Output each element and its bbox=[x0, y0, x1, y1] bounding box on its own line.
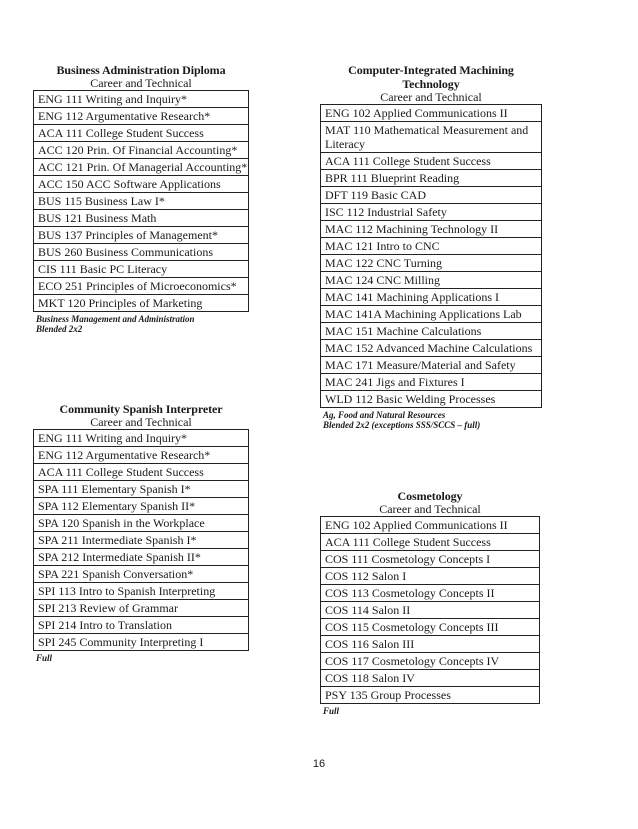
course-cell: MAC 121 Intro to CNC bbox=[321, 238, 542, 255]
course-row bbox=[34, 481, 249, 498]
course-row bbox=[34, 532, 249, 549]
course-row bbox=[34, 159, 249, 176]
course-cell: SPA 112 Elementary Spanish II* bbox=[34, 498, 249, 515]
course-cell: MAC 152 Advanced Machine Calculations bbox=[321, 340, 542, 357]
course-table bbox=[320, 516, 540, 704]
course-row bbox=[321, 221, 542, 238]
course-cell: ACC 150 ACC Software Applications bbox=[34, 176, 249, 193]
course-cell: COS 117 Cosmetology Concepts IV bbox=[321, 653, 540, 670]
section-title: Computer-Integrated Machining Technology bbox=[348, 63, 514, 91]
course-row bbox=[321, 653, 540, 670]
course-row bbox=[321, 374, 542, 391]
course-row bbox=[34, 600, 249, 617]
course-cell: WLD 112 Basic Welding Processes bbox=[321, 391, 542, 408]
course-row bbox=[321, 551, 540, 568]
course-cell: BPR 111 Blueprint Reading bbox=[321, 170, 542, 187]
course-cell: ENG 102 Applied Communications II bbox=[321, 517, 540, 534]
pathway-note bbox=[323, 410, 542, 430]
course-row bbox=[321, 122, 542, 153]
pathway-note bbox=[36, 653, 249, 663]
course-row bbox=[321, 534, 540, 551]
section-title: Community Spanish Interpreter bbox=[59, 402, 223, 416]
course-row bbox=[321, 255, 542, 272]
course-cell: BUS 121 Business Math bbox=[34, 210, 249, 227]
course-row bbox=[321, 568, 540, 585]
course-row bbox=[321, 105, 542, 122]
business-administration-section bbox=[33, 63, 249, 334]
course-cell: ACC 121 Prin. Of Managerial Accounting* bbox=[34, 159, 249, 176]
course-row bbox=[34, 227, 249, 244]
course-table bbox=[320, 104, 542, 408]
course-cell: MAC 124 CNC Milling bbox=[321, 272, 542, 289]
course-cell: SPI 213 Review of Grammar bbox=[34, 600, 249, 617]
course-row bbox=[34, 295, 249, 312]
course-cell: ENG 112 Argumentative Research* bbox=[34, 447, 249, 464]
course-row bbox=[321, 187, 542, 204]
course-row bbox=[321, 357, 542, 374]
course-cell: COS 118 Salon IV bbox=[321, 670, 540, 687]
course-row bbox=[321, 670, 540, 687]
course-cell: MKT 120 Principles of Marketing bbox=[34, 295, 249, 312]
course-cell: COS 112 Salon I bbox=[321, 568, 540, 585]
section-subtitle: Career and Technical bbox=[90, 76, 192, 90]
course-cell: CIS 111 Basic PC Literacy bbox=[34, 261, 249, 278]
course-row bbox=[34, 498, 249, 515]
course-cell: COS 111 Cosmetology Concepts I bbox=[321, 551, 540, 568]
course-row bbox=[321, 619, 540, 636]
course-cell: BUS 137 Principles of Management* bbox=[34, 227, 249, 244]
course-cell: PSY 135 Group Processes bbox=[321, 687, 540, 704]
course-cell: ACA 111 College Student Success bbox=[34, 125, 249, 142]
course-cell: SPA 212 Intermediate Spanish II* bbox=[34, 549, 249, 566]
course-row bbox=[321, 238, 542, 255]
course-cell: BUS 260 Business Communications bbox=[34, 244, 249, 261]
pathway-note-line: Business Management and Administration bbox=[36, 314, 195, 324]
course-row bbox=[321, 306, 542, 323]
course-row bbox=[34, 549, 249, 566]
course-cell: ENG 111 Writing and Inquiry* bbox=[34, 91, 249, 108]
course-cell: MAC 141A Machining Applications Lab bbox=[321, 306, 542, 323]
pathway-note-line: Blended 2x2 bbox=[36, 324, 83, 334]
community-spanish-interpreter-section bbox=[33, 402, 249, 663]
course-row bbox=[34, 108, 249, 125]
course-row bbox=[34, 566, 249, 583]
course-cell: SPA 211 Intermediate Spanish I* bbox=[34, 532, 249, 549]
course-row bbox=[34, 244, 249, 261]
pathway-note bbox=[36, 314, 249, 334]
course-row bbox=[34, 430, 249, 447]
course-row bbox=[321, 517, 540, 534]
course-cell: MAC 151 Machine Calculations bbox=[321, 323, 542, 340]
pathway-note-line: Blended 2x2 (exceptions SSS/SCCS – full) bbox=[323, 420, 481, 430]
pathway-note bbox=[323, 706, 540, 716]
course-cell: ACA 111 College Student Success bbox=[321, 153, 542, 170]
course-row bbox=[34, 91, 249, 108]
course-row bbox=[321, 272, 542, 289]
course-cell: ACC 120 Prin. Of Financial Accounting* bbox=[34, 142, 249, 159]
course-row bbox=[34, 634, 249, 651]
pathway-note-line: Full bbox=[36, 653, 53, 663]
course-row bbox=[34, 125, 249, 142]
course-row bbox=[321, 153, 542, 170]
course-cell: SPA 111 Elementary Spanish I* bbox=[34, 481, 249, 498]
course-row bbox=[34, 278, 249, 295]
cosmetology-section bbox=[320, 489, 540, 716]
course-row bbox=[321, 585, 540, 602]
course-cell: MAC 241 Jigs and Fixtures I bbox=[321, 374, 542, 391]
course-cell: SPI 245 Community Interpreting I bbox=[34, 634, 249, 651]
course-cell: COS 114 Salon II bbox=[321, 602, 540, 619]
section-title: Business Administration Diploma bbox=[56, 63, 226, 77]
course-cell: MAC 122 CNC Turning bbox=[321, 255, 542, 272]
course-row bbox=[34, 261, 249, 278]
course-cell: ACA 111 College Student Success bbox=[34, 464, 249, 481]
course-row bbox=[34, 515, 249, 532]
course-row bbox=[321, 340, 542, 357]
course-cell: DFT 119 Basic CAD bbox=[321, 187, 542, 204]
page-number: 16 bbox=[312, 758, 326, 770]
course-row bbox=[34, 142, 249, 159]
course-row bbox=[321, 391, 542, 408]
course-row bbox=[321, 687, 540, 704]
course-cell: MAC 112 Machining Technology II bbox=[321, 221, 542, 238]
course-cell: SPA 221 Spanish Conversation* bbox=[34, 566, 249, 583]
course-row bbox=[34, 210, 249, 227]
course-table bbox=[33, 90, 249, 312]
machining-technology-section bbox=[320, 63, 542, 430]
pathway-note-line: Ag, Food and Natural Resources bbox=[323, 410, 446, 420]
course-cell: MAT 110 Mathematical Measurement and Literacy bbox=[321, 122, 542, 153]
course-cell: SPA 120 Spanish in the Workplace bbox=[34, 515, 249, 532]
pathway-note-line: Full bbox=[323, 706, 340, 716]
course-row bbox=[321, 170, 542, 187]
course-row bbox=[34, 583, 249, 600]
course-row bbox=[34, 447, 249, 464]
course-cell: ACA 111 College Student Success bbox=[321, 534, 540, 551]
course-cell: BUS 115 Business Law I* bbox=[34, 193, 249, 210]
course-cell: ENG 112 Argumentative Research* bbox=[34, 108, 249, 125]
course-cell: SPI 214 Intro to Translation bbox=[34, 617, 249, 634]
course-row bbox=[321, 323, 542, 340]
course-row bbox=[34, 176, 249, 193]
course-cell: SPI 113 Intro to Spanish Interpreting bbox=[34, 583, 249, 600]
course-table bbox=[33, 429, 249, 651]
course-row bbox=[321, 636, 540, 653]
course-cell: ENG 111 Writing and Inquiry* bbox=[34, 430, 249, 447]
course-row bbox=[321, 602, 540, 619]
section-title: Cosmetology bbox=[397, 489, 463, 503]
section-subtitle: Career and Technical bbox=[90, 415, 192, 429]
section-subtitle: Career and Technical bbox=[379, 502, 481, 516]
course-row bbox=[321, 289, 542, 306]
course-row bbox=[34, 617, 249, 634]
course-row bbox=[34, 193, 249, 210]
course-row bbox=[321, 204, 542, 221]
course-cell: ENG 102 Applied Communications II bbox=[321, 105, 542, 122]
course-cell: COS 116 Salon III bbox=[321, 636, 540, 653]
course-cell: COS 113 Cosmetology Concepts II bbox=[321, 585, 540, 602]
course-cell: ECO 251 Principles of Microeconomics* bbox=[34, 278, 249, 295]
course-cell: MAC 141 Machining Applications I bbox=[321, 289, 542, 306]
course-cell: MAC 171 Measure/Material and Safety bbox=[321, 357, 542, 374]
course-cell: ISC 112 Industrial Safety bbox=[321, 204, 542, 221]
course-cell: COS 115 Cosmetology Concepts III bbox=[321, 619, 540, 636]
section-subtitle: Career and Technical bbox=[380, 90, 482, 104]
course-row bbox=[34, 464, 249, 481]
